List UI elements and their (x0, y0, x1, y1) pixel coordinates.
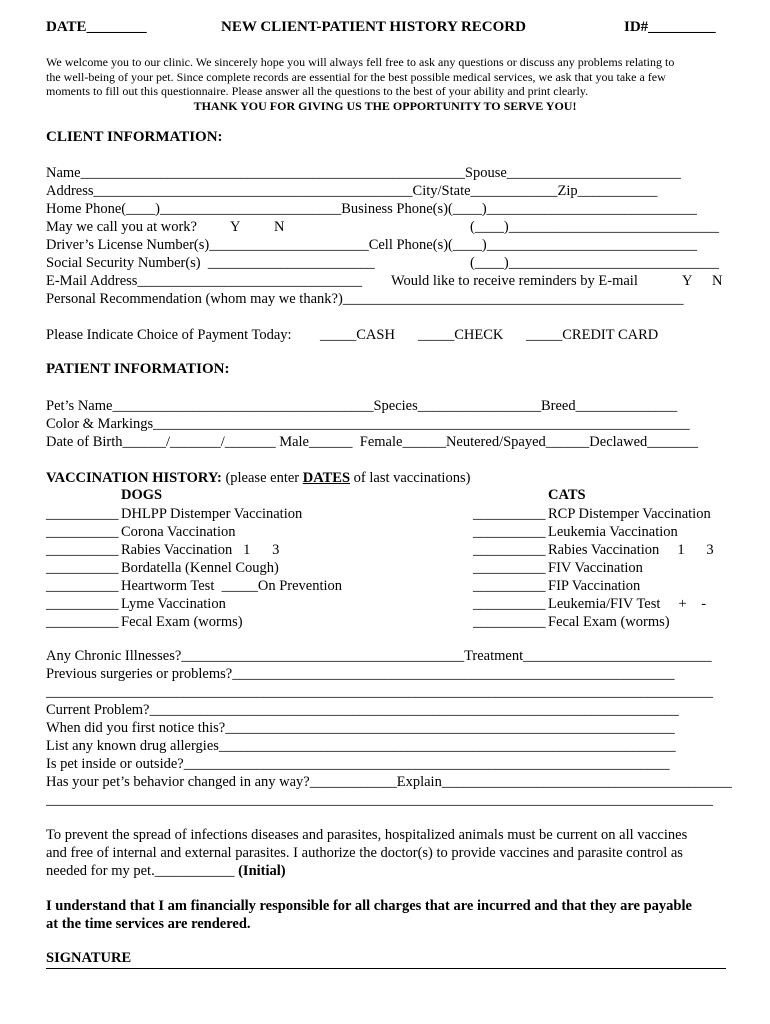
payment-check-option[interactable] (418, 326, 503, 344)
allergies-label: List any known drug allergies (46, 738, 219, 754)
cats-heading: CATS (548, 487, 586, 503)
vaccination-instr-post: of last vaccinations) (353, 470, 471, 486)
pet-name-row (46, 397, 726, 415)
surgeries-field[interactable]: _____________________________________________________________ (232, 666, 675, 682)
chronic-row (46, 647, 726, 665)
initial-field[interactable]: ___________ (154, 863, 235, 879)
payment-credit-blank[interactable]: _____ (526, 327, 563, 343)
client-info-heading: CLIENT INFORMATION: (46, 129, 223, 145)
treatment-field[interactable]: __________________________ (523, 648, 712, 664)
male-label: Male (279, 434, 309, 450)
zip-label: Zip (557, 183, 578, 199)
explain-field[interactable]: ________________________________________ (441, 774, 732, 790)
dob-slash-1: / (166, 434, 171, 450)
payment-cash-blank[interactable]: _____ (320, 327, 357, 343)
dog-vaccine-date-field[interactable]: __________ (46, 596, 119, 612)
cat-vaccine-label: Rabies Vaccination 1 3 (548, 542, 714, 558)
pet-name-field[interactable]: ____________________________________ (112, 398, 374, 414)
initial-label: (Initial) (238, 863, 286, 879)
dob-month-field[interactable]: ______ (122, 434, 167, 450)
email-label: E-Mail Address (46, 273, 138, 289)
email-field[interactable]: _______________________________ (137, 273, 363, 289)
spouse-label: Spouse (464, 165, 507, 181)
ssn-field[interactable]: _______________________ (207, 255, 375, 271)
vaccination-heading-row (46, 469, 726, 487)
dog-vaccine-label: Fecal Exam (worms) (121, 614, 243, 630)
surgeries-continued-field[interactable]: ____________________________________________________________________________________________ (46, 684, 713, 700)
ssn-row (46, 254, 726, 272)
intro-line-2: the well-being of your pet. Since complete records are essential for the best possible medical services, we ask that you take a few (46, 69, 666, 84)
spouse-field[interactable]: ________________________ (506, 165, 681, 181)
home-phone-area-field[interactable]: ____ (126, 201, 156, 217)
cat-vaccine-date-field[interactable]: __________ (473, 542, 546, 558)
allergies-field[interactable]: _______________________________________________________________ (218, 738, 676, 754)
consent-line-3 (46, 862, 726, 880)
inside-outside-field[interactable]: ___________________________________________________________________ (183, 756, 670, 772)
dog-vaccine-label: DHLPP Distemper Vaccination (121, 506, 303, 522)
cat-vaccine-label: FIV Vaccination (548, 560, 643, 576)
dogs-heading: DOGS (121, 487, 163, 503)
pet-name-label: Pet’s Name (46, 398, 113, 414)
dog-vaccine-date-field[interactable]: __________ (46, 578, 119, 594)
declawed-field[interactable]: _______ (647, 434, 699, 450)
email-row (46, 272, 726, 290)
inside-outside-label: Is pet inside or outside? (46, 756, 184, 772)
dog-vaccine-label: Bordatella (Kennel Cough) (121, 560, 279, 576)
cat-vaccine-label: RCP Distemper Vaccination (548, 506, 711, 522)
phone-row (46, 200, 726, 218)
current-problem-field[interactable]: _________________________________________________________________________ (149, 702, 679, 718)
call-at-work-label: May we call you at work? (46, 219, 197, 235)
breed-label: Breed (541, 398, 576, 414)
species-field[interactable]: _________________ (417, 398, 541, 414)
drivers-license-field[interactable]: ______________________ (209, 237, 369, 253)
signature-line[interactable] (46, 968, 726, 969)
recommendation-row (46, 290, 726, 308)
inside-outside-row (46, 755, 726, 773)
cat-vaccine-label: Leukemia/FIV Test + - (548, 596, 707, 612)
behavior-field[interactable]: ____________ (309, 774, 397, 790)
date-label: DATE (46, 19, 87, 35)
ssn-row-phone (470, 254, 719, 272)
vaccination-instr-dates: DATES (302, 470, 351, 486)
intro-line-3: moments to fill out this questionnaire. Please answer all the questions to the best of your ability and print clearly. (46, 84, 589, 98)
call-at-work-yes-option[interactable]: Y (230, 219, 241, 235)
payment-label: Please Indicate Choice of Payment Today: (46, 327, 292, 343)
drivers-license-label: Driver’s License Number(s) (46, 237, 210, 253)
dog-vaccine-date-field[interactable]: __________ (46, 524, 119, 540)
breed-field[interactable]: ______________ (575, 398, 678, 414)
payment-check-blank[interactable]: _____ (418, 327, 455, 343)
reminders-label: Would like to receive reminders by E-mail (391, 273, 638, 289)
current-problem-label: Current Problem? (46, 702, 150, 718)
cat-vaccine-date-field[interactable]: __________ (473, 560, 546, 576)
declawed-label: Declawed (589, 434, 648, 450)
first-notice-field[interactable]: ______________________________________________________________ (225, 720, 675, 736)
payment-check-label: CHECK (454, 327, 504, 343)
business-phone-label: Business Phone(s)( (341, 201, 453, 217)
male-field[interactable]: ______ (309, 434, 353, 450)
cat-vaccine-date-field[interactable]: __________ (473, 614, 546, 630)
city-state-field[interactable]: ____________ (470, 183, 558, 199)
vaccination-instr-pre: (please enter (225, 470, 300, 486)
extra-phone-area-field[interactable]: ____ (474, 219, 504, 235)
home-phone-label: Home Phone( (46, 201, 127, 217)
dog-vaccine-label: Lyme Vaccination (121, 596, 226, 612)
behavior-row (46, 773, 732, 791)
vaccination-heading: VACCINATION HISTORY: (46, 470, 222, 486)
business-phone-area-field[interactable]: ____ (452, 201, 482, 217)
dob-row (46, 433, 726, 451)
cat-vaccine-date-field[interactable]: __________ (473, 596, 546, 612)
name-field[interactable]: _____________________________________________________ (80, 165, 465, 181)
dob-slash-2: / (220, 434, 225, 450)
dog-vaccine-date-field[interactable]: __________ (46, 614, 119, 630)
payment-row (46, 326, 726, 344)
consent-line-3-text: needed for my pet. (46, 863, 155, 879)
recommendation-field[interactable]: _______________________________________________ (342, 291, 684, 307)
license-row (46, 236, 726, 254)
surgeries-label: Previous surgeries or problems? (46, 666, 233, 682)
surgeries-row (46, 665, 726, 683)
financial-line-2: at the time services are rendered. (46, 916, 251, 932)
color-field[interactable]: __________________________________________________________________________ (153, 416, 690, 432)
zip-field[interactable]: ___________ (577, 183, 658, 199)
id-row (624, 19, 716, 36)
consent-line-1: To prevent the spread of infections diseases and parasites, hospitalized animals must be current on all vaccines (46, 827, 688, 843)
current-problem-row (46, 701, 726, 719)
cat-vaccine-label: Fecal Exam (worms) (548, 614, 670, 630)
ssn-phone-close-paren: ) (503, 255, 509, 271)
behavior-label: Has your pet’s behavior changed in any way? (46, 774, 310, 790)
call-at-work-row (46, 218, 726, 236)
home-phone-field[interactable]: _________________________ (159, 201, 342, 217)
explain-continued-field[interactable]: ____________________________________________________________________________________________ (46, 792, 713, 808)
cat-vaccine-date-field[interactable]: __________ (473, 524, 546, 540)
address-field[interactable]: ____________________________________________ (93, 183, 413, 199)
dog-vaccine-date-field[interactable]: __________ (46, 506, 119, 522)
first-notice-row (46, 719, 726, 737)
explain-label: Explain (396, 774, 442, 790)
ssn-phone-area-field[interactable]: ____ (474, 255, 504, 271)
first-notice-label: When did you first notice this? (46, 720, 226, 736)
cat-vaccine-date-field[interactable]: __________ (473, 578, 546, 594)
intro-line-1: We welcome you to our clinic. We sincerely hope you will always fell free to ask any questions or discuss any problems relating to (46, 55, 675, 69)
cat-vaccine-label: Leukemia Vaccination (548, 524, 678, 540)
patient-info-heading: PATIENT INFORMATION: (46, 361, 230, 377)
chronic-label: Any Chronic Illnesses? (46, 648, 182, 664)
date-row (46, 19, 147, 36)
reminders-yes-option[interactable]: Y (682, 273, 693, 289)
cat-vaccine-date-field[interactable]: __________ (473, 506, 546, 522)
cell-phone-paren: ) (481, 237, 487, 253)
financial-line-1: I understand that I am financially responsible for all charges that are incurred and that they are payable (46, 898, 692, 914)
dog-vaccine-date-field[interactable]: __________ (46, 560, 119, 576)
ssn-phone-field[interactable]: _____________________________ (508, 255, 719, 271)
address-label: Address (46, 183, 94, 199)
female-field[interactable]: ______ (402, 434, 446, 450)
call-at-work-no-option[interactable]: N (274, 219, 285, 235)
extra-phone-open-paren: ( (470, 219, 475, 235)
color-row (46, 415, 726, 433)
extra-phone-field[interactable]: _____________________________ (508, 219, 719, 235)
ssn-label: Social Security Number(s) (46, 255, 201, 271)
consent-line-2: and free of internal and external parasites. I authorize the doctor(s) to provide vaccines and parasite control as (46, 845, 683, 861)
neutered-field[interactable]: ______ (545, 434, 590, 450)
color-label: Color & Markings (46, 416, 154, 432)
dog-vaccine-label: Rabies Vaccination 1 3 (121, 542, 280, 558)
dob-day-field[interactable]: _______ (170, 434, 221, 450)
id-label: ID# (624, 19, 649, 35)
date-field[interactable]: ________ (86, 19, 147, 35)
dog-vaccine-label: Heartworm Test _____On Prevention (121, 578, 343, 594)
recommendation-label: Personal Recommendation (whom may we thank?) (46, 291, 343, 307)
payment-cash-option[interactable] (320, 326, 395, 344)
reminders-no-option[interactable]: N (712, 273, 723, 289)
address-row (46, 182, 726, 200)
extra-phone-close-paren: ) (503, 219, 509, 235)
dog-vaccine-date-field[interactable]: __________ (46, 542, 119, 558)
dob-label: Date of Birth (46, 434, 123, 450)
chronic-field[interactable]: _______________________________________ (181, 648, 465, 664)
dob-year-field[interactable]: _______ (224, 434, 276, 450)
payment-credit-option[interactable] (526, 326, 658, 344)
name-row (46, 164, 726, 182)
home-phone-paren: ) (155, 201, 160, 217)
business-phone-paren: ) (481, 201, 487, 217)
signature-label: SIGNATURE (46, 950, 132, 966)
ssn-phone-open-paren: ( (470, 255, 475, 271)
cell-phone-field[interactable]: _____________________________ (486, 237, 697, 253)
female-label: Female (359, 434, 403, 450)
dog-vaccine-label: Corona Vaccination (121, 524, 236, 540)
species-label: Species (373, 398, 418, 414)
business-phone-field[interactable]: _____________________________ (486, 201, 697, 217)
name-label: Name (46, 165, 81, 181)
payment-cash-label: CASH (356, 327, 395, 343)
city-state-label: City/State (412, 183, 471, 199)
extra-phone (470, 218, 719, 236)
id-field[interactable]: _________ (648, 19, 716, 35)
treatment-label: Treatment (464, 648, 524, 664)
allergies-row (46, 737, 726, 755)
neutered-label: Neutered/Spayed (445, 434, 546, 450)
payment-credit-label: CREDIT CARD (562, 327, 659, 343)
cell-phone-label: Cell Phone(s)( (368, 237, 453, 253)
page-title: NEW CLIENT-PATIENT HISTORY RECORD (221, 19, 526, 35)
cat-vaccine-label: FIP Vaccination (548, 578, 641, 594)
cell-phone-area-field[interactable]: ____ (452, 237, 482, 253)
thank-you-line: THANK YOU FOR GIVING US THE OPPORTUNITY TO SERVE YOU! (193, 98, 577, 113)
